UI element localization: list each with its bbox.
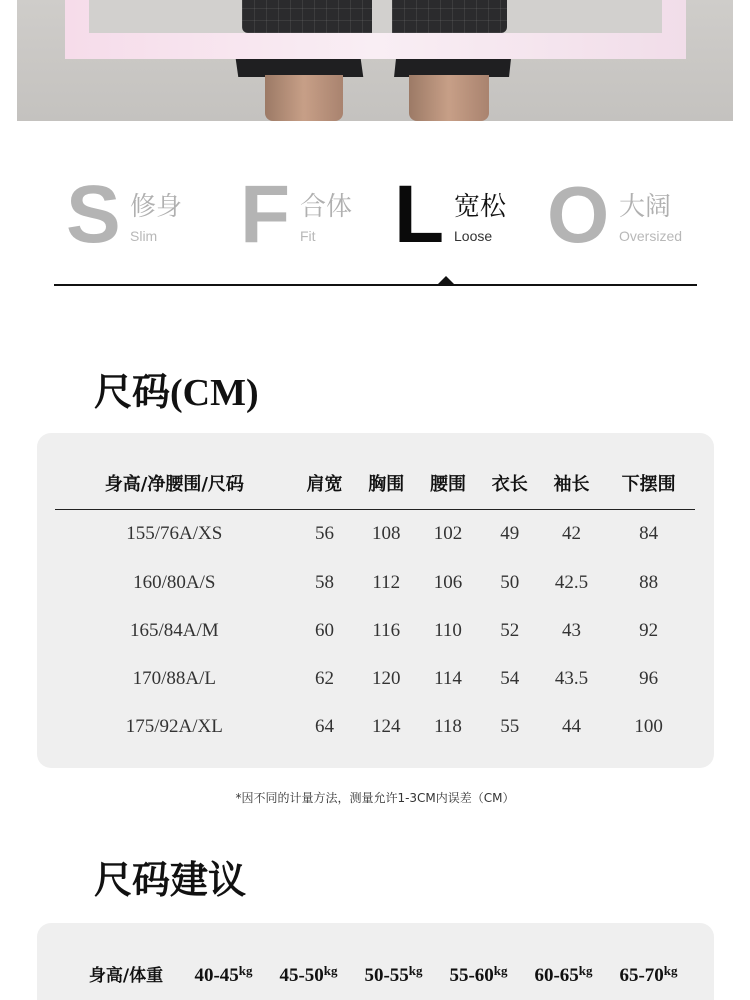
weight-range [181,963,266,987]
table-row [55,509,695,559]
header-shoulder: 肩宽 [306,473,343,495]
weight-range-value: 55-60 [449,965,494,986]
table-cell: 112 [372,572,401,593]
table-cell: 92 [639,620,659,641]
weight-range [266,963,351,987]
fit-label-en: Oversized [619,228,683,244]
leg-right [409,75,489,121]
table-cell: 110 [434,620,462,641]
table-cell: 50 [500,572,520,593]
table-cell: 42.5 [554,572,589,593]
weight-unit: kg [493,963,508,978]
shorts-right [392,0,507,33]
fit-letter: F [240,169,291,260]
table-cell: 64 [315,716,335,737]
measurement-note: *因不同的计量方法，测量允许1-3CM内误差（CM） [235,791,515,805]
header-size: 身高/净腰围/尺码 [104,473,244,495]
size-chart-title [94,370,259,415]
weight-range-value: 60-65 [534,965,579,986]
table-cell: 49 [500,523,520,545]
table-cell: 84 [639,523,659,545]
weight-unit: kg [663,963,678,978]
size-chart-card [37,433,714,768]
table-cell: 102 [433,523,463,545]
table-cell: 124 [372,716,401,737]
weight-range-value: 50-55 [364,965,409,986]
table-cell: 100 [634,716,663,737]
product-photo [17,0,733,121]
height-weight-label: 身高/体重 [88,966,164,986]
weight-range [351,963,436,987]
fit-label-en: Loose [454,228,493,244]
table-cell: 58 [315,572,335,593]
weight-range-value: 40-45 [194,965,239,986]
weight-unit: kg [408,963,423,978]
weight-unit: kg [578,963,593,978]
fit-letter: S [66,169,121,260]
size-recommendation-title: 尺码建议 [94,858,247,902]
table-cell: 116 [372,620,401,641]
header-hem: 下摆围 [621,473,676,495]
table-cell: 118 [434,716,462,737]
leg-left [265,75,343,121]
table-cell: 43 [561,620,581,641]
table-cell: 120 [372,668,401,689]
table-cell: 165/84A/M [129,620,219,641]
fit-label-zh: 宽松 [454,192,507,222]
table-cell: 60 [315,620,335,641]
header-sleeve: 袖长 [553,473,590,495]
table-header-row [55,457,695,509]
table-cell: 44 [561,716,581,737]
weight-range [606,963,691,987]
table-cell: 54 [500,668,520,689]
table-cell: 155/76A/XS [126,523,223,545]
size-chart-table [55,457,695,751]
weight-header-row [71,961,691,987]
photo-frame-inner [89,0,662,33]
table-cell: 160/80A/S [133,572,216,593]
fit-label-en: Fit [300,228,316,244]
weight-range-value: 45-50 [279,965,324,986]
header-length: 衣长 [491,473,528,495]
size-recommendation-card [37,923,714,1000]
weight-range [521,963,606,987]
fit-pointer-arrow [437,276,455,285]
table-row [55,607,695,655]
shorts-left [242,0,372,33]
fit-label-zh: 大阔 [619,192,672,222]
table-row [55,655,695,703]
fit-letter: L [394,169,445,260]
table-row [55,703,695,751]
weight-unit: kg [323,963,338,978]
size-chart-title-text: 尺码 [94,370,171,414]
table-cell: 56 [315,523,335,545]
fit-letter: O [547,170,610,259]
fit-selector [0,170,750,260]
table-cell: 170/88A/L [132,668,217,689]
header-chest: 胸围 [368,473,405,495]
weight-unit: kg [238,963,253,978]
table-cell: 62 [315,668,335,689]
fit-label-zh: 修身 [130,192,183,222]
table-cell: 43.5 [554,668,589,689]
table-cell: 88 [639,572,659,593]
table-cell: 52 [500,620,520,641]
weight-range-value: 65-70 [619,965,664,986]
table-cell: 42 [561,523,581,545]
table-cell: 55 [500,716,520,737]
table-cell: 114 [434,668,462,689]
size-chart-title-unit: (CM) [170,372,259,414]
table-row [55,559,695,607]
table-cell: 175/92A/XL [125,716,223,737]
table-cell: 108 [372,523,401,545]
weight-range [436,963,521,987]
table-cell: 96 [639,668,659,689]
table-cell: 106 [433,572,463,593]
fit-label-zh: 合体 [300,192,353,222]
fit-label-en: Slim [130,228,158,244]
header-waist: 腰围 [429,473,466,495]
fit-scale-line [54,284,697,286]
photo-frame [65,0,686,59]
